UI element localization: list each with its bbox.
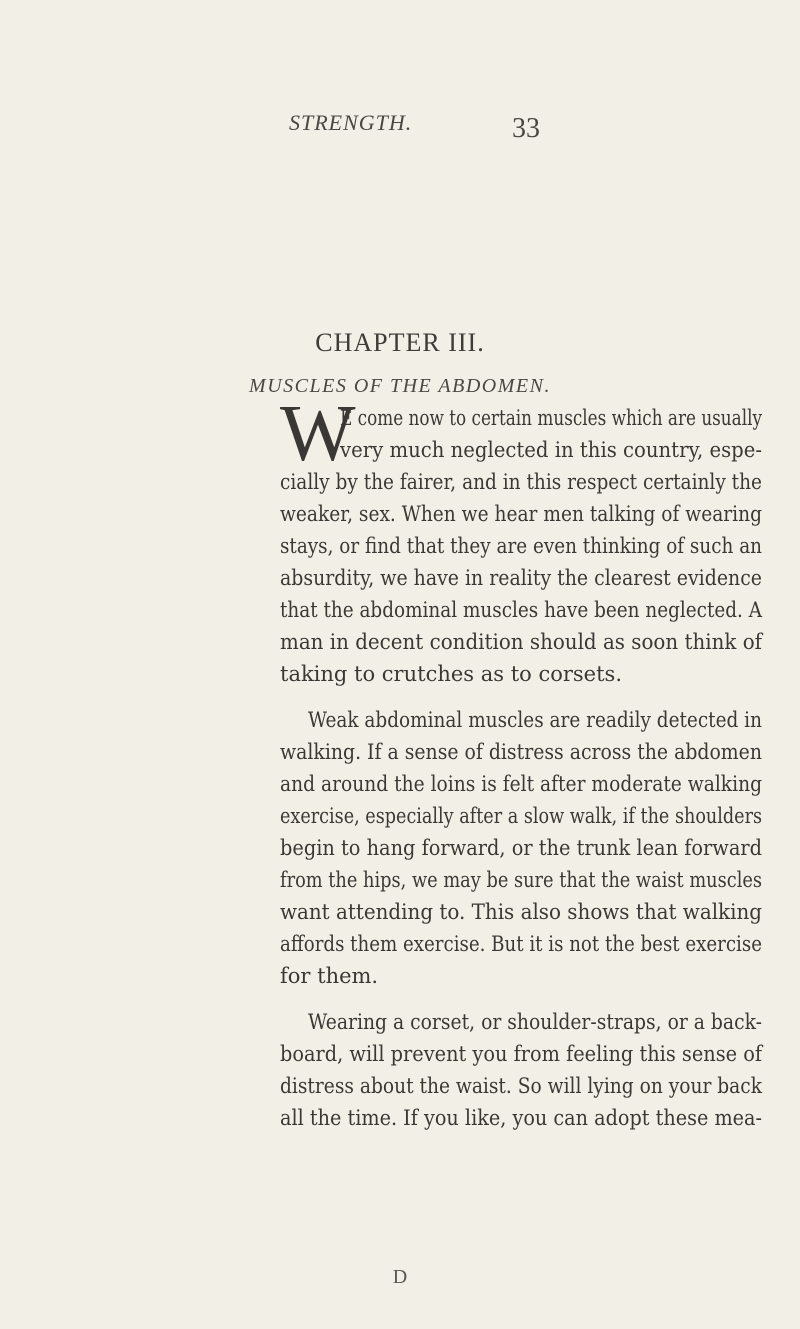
text-line: stays, or find that they are even thinking of such an [280,534,763,558]
text-line: E come now to certain muscles which are usually [340,406,762,430]
text-line: begin to hang forward, or the trunk lean forward [280,836,762,860]
text-line: board, will prevent you from feeling this sense of [280,1042,763,1066]
signature-mark: D [392,1266,408,1288]
drop-cap: W [280,390,356,478]
text-line: cially by the fairer, and in this respect certainly the [280,470,763,494]
chapter-heading: CHAPTER III. [315,328,485,357]
chapter-subtitle: MUSCLES OF THE ABDOMEN. [249,375,551,397]
text-line: want attending to. This also shows that walking [280,900,763,924]
text-line: very much neglected in this country, espe- [340,438,762,462]
text-line: and around the loins is felt after moderate walking [280,772,763,796]
text-line: absurdity, we have in reality the clearest evidence [280,566,762,590]
text-line: affords them exercise. But it is not the best exercise [280,932,762,956]
text-line: from the hips, we may be sure that the waist muscles [280,868,763,892]
text-line: Wearing a corset, or shoulder-straps, or a back- [308,1010,762,1034]
text-line: exercise, especially after a slow walk, if the shoulders [280,804,763,828]
text-line: taking to crutches as to corsets. [280,662,622,686]
text-line: walking. If a sense of distress across the abdomen [280,740,762,764]
text-line: man in decent condition should as soon think of [280,630,763,654]
text-line: that the abdominal muscles have been neglected. A [280,598,763,622]
text-line: Weak abdominal muscles are readily detected in [308,708,762,732]
text-line: for them. [280,964,379,988]
text-line: weaker, sex. When we hear men talking of wearing [280,502,762,526]
text-line: all the time. If you like, you can adopt these mea- [280,1106,763,1130]
running-head: STRENGTH. [289,110,413,135]
page-number: 33 [512,113,540,144]
text-line: distress about the waist. So will lying on your back [280,1074,763,1098]
